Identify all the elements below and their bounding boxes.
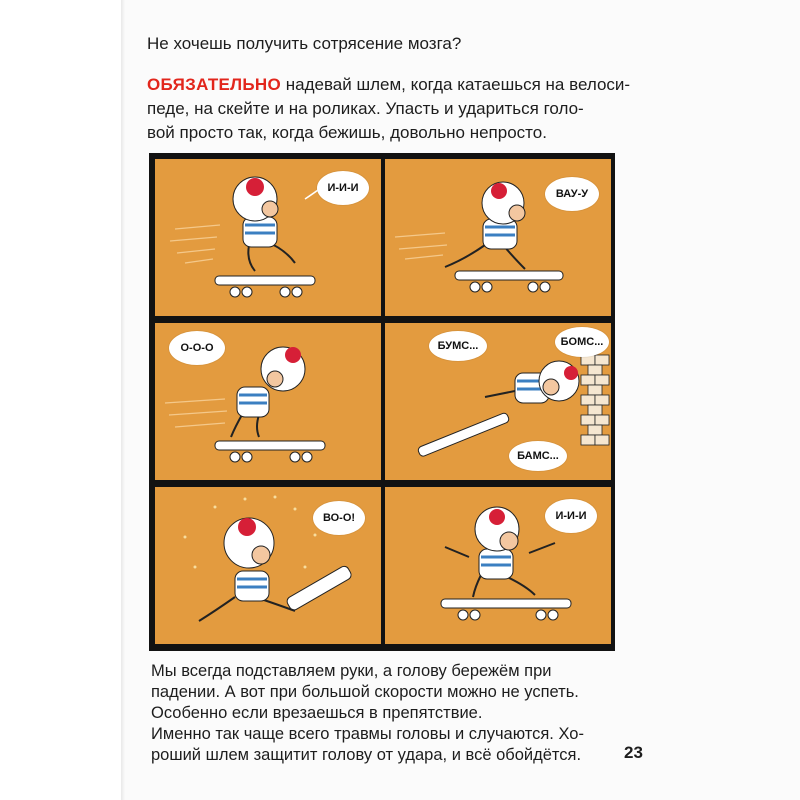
question-heading: Не хочешь получить сотрясение мозга?: [147, 34, 462, 53]
speech-bubble: И-И-И: [317, 171, 369, 205]
intro-line-1: [147, 73, 631, 97]
intro-paragraph: [147, 73, 631, 145]
comic-panel-6: [385, 487, 611, 644]
comic-panel-2: [385, 159, 611, 316]
emphasis-word: ОБЯЗАТЕЛЬНО: [147, 75, 281, 94]
intro-line-1-rest: надевай шлем, когда катаешься на велоси-: [281, 75, 631, 94]
page-number: 23: [624, 743, 643, 762]
comic-panel-3: [155, 323, 381, 480]
comic-panel-4: [385, 323, 611, 480]
speech-bubble: ВО-О!: [313, 501, 365, 535]
intro-line-3: вой просто так, когда бежишь, довольно непросто.: [147, 123, 547, 142]
speech-bubble: ВАУ-У: [545, 177, 599, 211]
speech-bubble: БАМС...: [509, 441, 567, 471]
comic-strip: [149, 153, 615, 651]
bottom-line: падении. А вот при большой скорости можно не успеть.: [151, 683, 579, 701]
speech-bubble: БОМС...: [555, 327, 609, 357]
bottom-line: Именно так чаще всего травмы головы и случаются. Хо-: [151, 725, 584, 743]
bottom-line: Мы всегда подставляем руки, а голову бережём при: [151, 662, 552, 680]
comic-panel-1: [155, 159, 381, 316]
speech-bubble: О-О-О: [169, 331, 225, 365]
comic-panel-5: [155, 487, 381, 644]
speech-bubble: И-И-И: [545, 499, 597, 533]
bottom-line: Особенно если врезаешься в препятствие.: [151, 704, 483, 722]
speech-bubble: БУМС...: [429, 331, 487, 361]
bottom-line: роший шлем защитит голову от удара, и всё обойдётся.: [151, 746, 582, 764]
intro-line-2: педе, на скейте и на роликах. Упасть и удариться голо-: [147, 99, 584, 118]
bottom-paragraph: [151, 661, 621, 766]
